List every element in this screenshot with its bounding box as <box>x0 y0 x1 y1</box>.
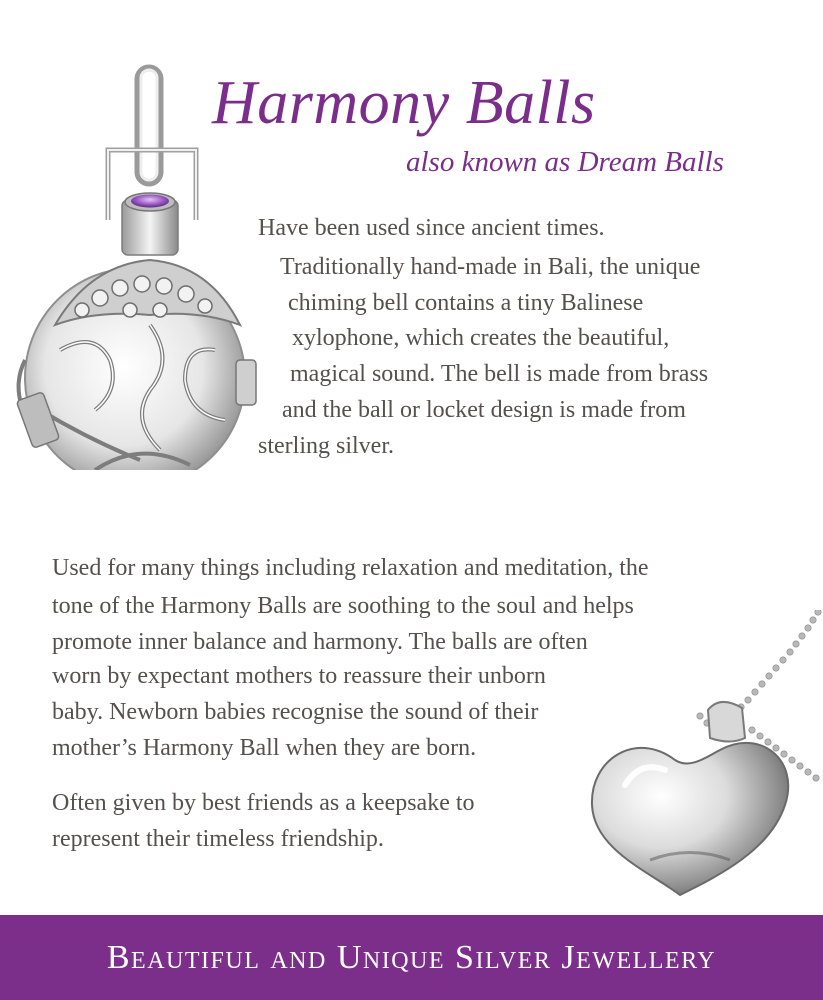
intro-line: and the ball or locket design is made from <box>282 397 686 423</box>
intro-line: Traditionally hand-made in Bali, the unique <box>280 254 701 280</box>
paragraph-line: Often given by best friends as a keepsake to <box>52 790 475 816</box>
intro-line: sterling silver. <box>258 433 394 459</box>
paragraph-line: tone of the Harmony Balls are soothing to the soul and helps <box>52 593 634 619</box>
intro-line: Have been used since ancient times. <box>258 215 605 241</box>
paragraph-line: promote inner balance and harmony. The balls are often <box>52 629 588 655</box>
banner-tagline: Beautiful and Unique Silver Jewellery <box>106 938 717 976</box>
footer-banner <box>0 915 823 1000</box>
page-subtitle: also known as Dream Balls <box>406 146 724 178</box>
paragraph-line: mother’s Harmony Ball when they are born. <box>52 735 477 761</box>
heart-pendant-necklace-image <box>580 610 823 900</box>
intro-line: magical sound. The bell is made from brass <box>290 361 709 387</box>
paragraph-line: represent their timeless friendship. <box>52 826 384 852</box>
page-title: Harmony Balls <box>212 69 596 137</box>
paragraph-line: Used for many things including relaxation and meditation, the <box>52 555 649 581</box>
intro-line: chiming bell contains a tiny Balinese <box>288 290 644 316</box>
paragraph-line: baby. Newborn babies recognise the sound of their <box>52 699 539 725</box>
intro-line: xylophone, which creates the beautiful, <box>292 325 670 351</box>
paragraph-line: worn by expectant mothers to reassure their unborn <box>52 663 546 689</box>
